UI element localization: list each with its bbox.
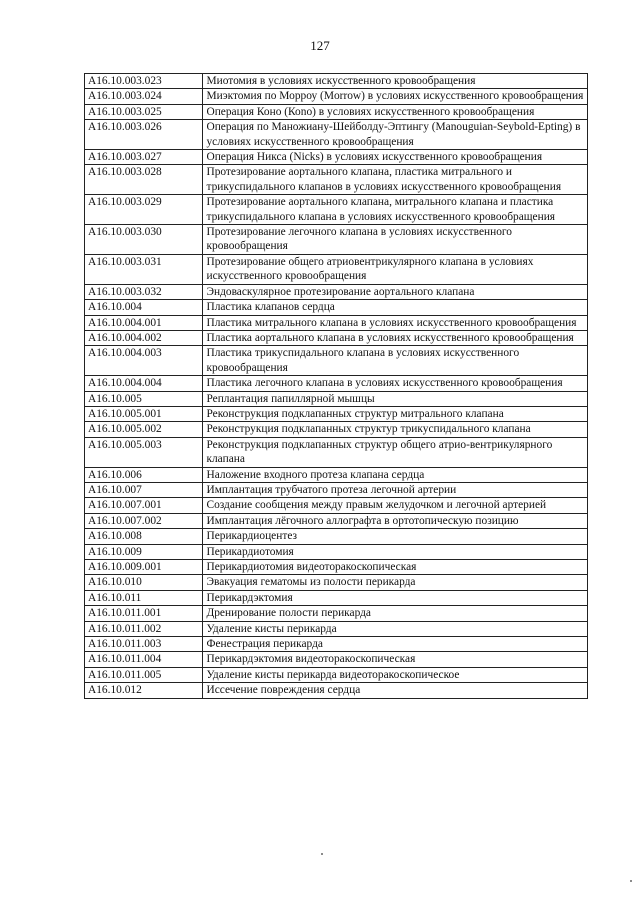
procedure-code-cell: A16.10.003.027 [85, 150, 203, 165]
table-row [85, 513, 588, 528]
procedure-code-cell: A16.10.008 [85, 529, 203, 544]
procedure-name-cell: Перикардиотомия видеоторакоскопическая [203, 560, 588, 575]
scan-speck [630, 880, 632, 882]
procedure-name-cell: Протезирование легочного клапана в условиях искусственного кровообращения [203, 225, 588, 255]
table-row [85, 498, 588, 513]
procedure-code-cell: A16.10.003.028 [85, 165, 203, 195]
table-row [85, 74, 588, 89]
table-row [85, 529, 588, 544]
procedure-code-cell: A16.10.004 [85, 300, 203, 315]
table-row [85, 544, 588, 559]
procedure-name-cell: Удаление кисты перикарда видеоторакоскопическое [203, 667, 588, 682]
procedure-name-cell: Наложение входного протеза клапана сердца [203, 467, 588, 482]
table-row [85, 284, 588, 299]
procedure-code-cell: A16.10.003.029 [85, 195, 203, 225]
table-row [85, 560, 588, 575]
table-body [85, 74, 588, 699]
procedure-code-cell: A16.10.011.002 [85, 621, 203, 636]
procedure-code-cell: A16.10.007.001 [85, 498, 203, 513]
procedure-code-cell: A16.10.003.032 [85, 284, 203, 299]
table-row [85, 195, 588, 225]
table-row [85, 406, 588, 421]
procedure-code-cell: A16.10.004.001 [85, 315, 203, 330]
table-row [85, 422, 588, 437]
procedure-code-cell: A16.10.010 [85, 575, 203, 590]
table-row [85, 575, 588, 590]
procedure-name-cell: Пластика легочного клапана в условиях искусственного кровообращения [203, 376, 588, 391]
procedure-name-cell: Протезирование общего атриовентрикулярного клапана в условиях искусственного кровообращения [203, 254, 588, 284]
procedure-name-cell: Фенестрация перикарда [203, 637, 588, 652]
table-row [85, 254, 588, 284]
procedure-code-cell: A16.10.007.002 [85, 513, 203, 528]
procedure-name-cell: Реконструкция подклапанных структур общего атрио-вентрикулярного клапана [203, 437, 588, 467]
procedure-code-cell: A16.10.009 [85, 544, 203, 559]
table-row [85, 225, 588, 255]
procedure-code-cell: A16.10.004.003 [85, 346, 203, 376]
table-row [85, 120, 588, 150]
procedure-name-cell: Эвакуация гематомы из полости перикарда [203, 575, 588, 590]
table-row [85, 391, 588, 406]
procedure-code-cell: A16.10.007 [85, 482, 203, 497]
procedure-name-cell: Перикардиотомия [203, 544, 588, 559]
procedure-name-cell: Эндоваскулярное протезирование аортального клапана [203, 284, 588, 299]
table-row [85, 467, 588, 482]
table-row [85, 300, 588, 315]
procedure-code-cell: A16.10.003.031 [85, 254, 203, 284]
procedure-name-cell: Иссечение повреждения сердца [203, 683, 588, 698]
table-row [85, 346, 588, 376]
table-row [85, 165, 588, 195]
procedure-name-cell: Миотомия в условиях искусственного кровообращения [203, 74, 588, 89]
procedure-code-cell: A16.10.005.001 [85, 406, 203, 421]
procedure-code-cell: A16.10.003.025 [85, 104, 203, 119]
table-row [85, 315, 588, 330]
procedure-code-cell: A16.10.011.005 [85, 667, 203, 682]
procedure-name-cell: Реконструкция подклапанных структур митрального клапана [203, 406, 588, 421]
procedure-code-cell: A16.10.006 [85, 467, 203, 482]
procedure-name-cell: Дренирование полости перикарда [203, 606, 588, 621]
procedure-name-cell: Миэктомия по Морроу (Morrow) в условиях искусственного кровообращения [203, 89, 588, 104]
procedure-name-cell: Операция Никса (Nicks) в условиях искусственного кровообращения [203, 150, 588, 165]
procedure-name-cell: Протезирование аортального клапана, митрального клапана и пластика трикуспидального клапана в условиях искусственного кровообращения [203, 195, 588, 225]
procedure-name-cell: Перикардэктомия видеоторакоскопическая [203, 652, 588, 667]
table-row [85, 606, 588, 621]
procedure-code-cell: A16.10.011 [85, 590, 203, 605]
procedure-name-cell: Пластика аортального клапана в условиях искусственного кровообращения [203, 330, 588, 345]
procedure-name-cell: Создание сообщения между правым желудочком и легочной артерией [203, 498, 588, 513]
table-row [85, 150, 588, 165]
procedure-code-cell: A16.10.011.004 [85, 652, 203, 667]
procedure-name-cell: Реконструкция подклапанных структур трикуспидального клапана [203, 422, 588, 437]
procedure-name-cell: Имплантация трубчатого протеза легочной артерии [203, 482, 588, 497]
scan-speck [321, 853, 323, 855]
procedure-name-cell: Имплантация лёгочного аллографта в ортотопическую позицию [203, 513, 588, 528]
procedure-code-cell: A16.10.011.001 [85, 606, 203, 621]
procedure-name-cell: Удаление кисты перикарда [203, 621, 588, 636]
procedure-code-cell: A16.10.004.004 [85, 376, 203, 391]
procedure-name-cell: Протезирование аортального клапана, пластика митрального и трикуспидального клапанов в условиях искусственного кровообращения [203, 165, 588, 195]
procedure-code-cell: A16.10.005.002 [85, 422, 203, 437]
table-row [85, 104, 588, 119]
procedure-code-cell: A16.10.004.002 [85, 330, 203, 345]
table-row [85, 376, 588, 391]
procedure-name-cell: Операция Коно (Коnо) в условиях искусственного кровообращения [203, 104, 588, 119]
procedure-code-cell: A16.10.005.003 [85, 437, 203, 467]
procedure-name-cell: Пластика клапанов сердца [203, 300, 588, 315]
table-row [85, 683, 588, 698]
procedure-name-cell: Реплантация папиллярной мышцы [203, 391, 588, 406]
table-row [85, 637, 588, 652]
table-row [85, 330, 588, 345]
table-row [85, 621, 588, 636]
procedure-code-cell: A16.10.009.001 [85, 560, 203, 575]
page-number: 127 [310, 38, 330, 53]
procedure-code-cell: A16.10.003.030 [85, 225, 203, 255]
table-row [85, 482, 588, 497]
procedure-code-cell: A16.10.003.023 [85, 74, 203, 89]
procedure-name-cell: Пластика митрального клапана в условиях искусственного кровообращения [203, 315, 588, 330]
procedure-code-table [84, 73, 588, 699]
procedure-code-cell: A16.10.005 [85, 391, 203, 406]
table-row [85, 89, 588, 104]
procedure-code-cell: A16.10.003.026 [85, 120, 203, 150]
procedure-name-cell: Пластика трикуспидального клапана в условиях искусственного кровообращения [203, 346, 588, 376]
procedure-name-cell: Операция по Маножиану-Шейболду-Эптингу (Manouguian-Seybold-Epting) в условиях искусственного кровообращения [203, 120, 588, 150]
table-row [85, 667, 588, 682]
procedure-code-cell: A16.10.011.003 [85, 637, 203, 652]
table-row [85, 437, 588, 467]
table-row [85, 652, 588, 667]
procedure-code-cell: A16.10.012 [85, 683, 203, 698]
procedure-name-cell: Перикардиоцентез [203, 529, 588, 544]
procedure-name-cell: Перикардэктомия [203, 590, 588, 605]
table-row [85, 590, 588, 605]
procedure-code-cell: A16.10.003.024 [85, 89, 203, 104]
